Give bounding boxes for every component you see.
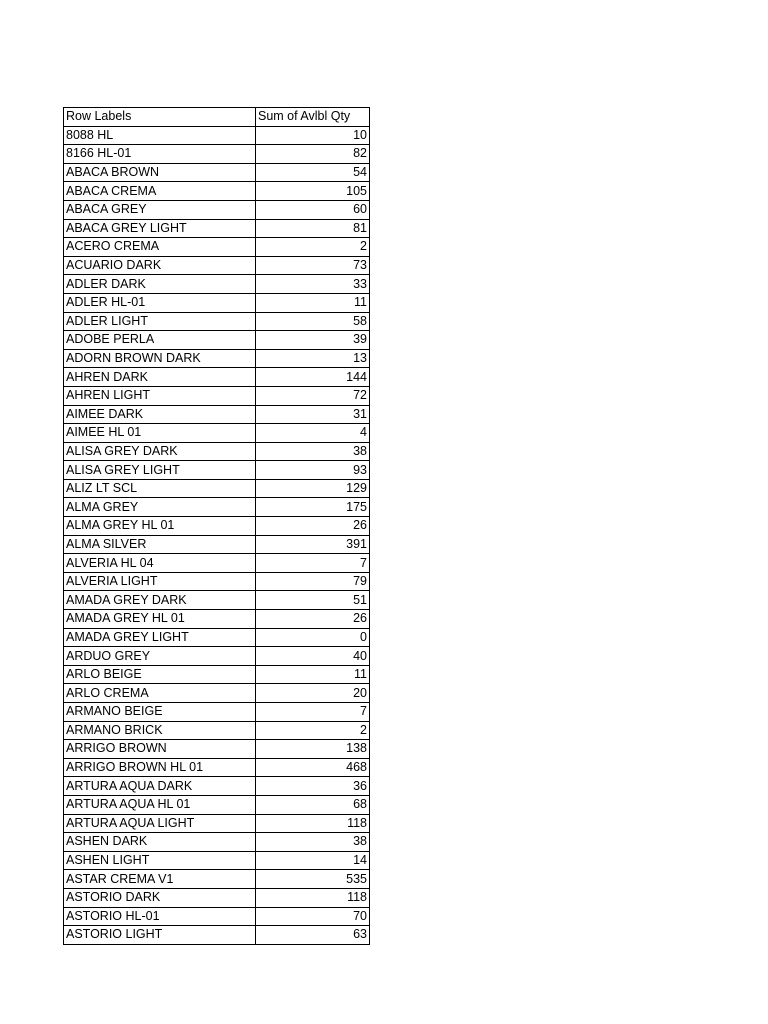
row-label-cell: ASHEN DARK <box>64 833 256 852</box>
table-row <box>64 628 370 647</box>
table-row <box>64 424 370 443</box>
row-label-cell: ASTAR CREMA V1 <box>64 870 256 889</box>
avlbl-qty-cell: 14 <box>256 851 370 870</box>
row-label-cell: ADLER LIGHT <box>64 312 256 331</box>
avlbl-qty-cell: 51 <box>256 591 370 610</box>
avlbl-qty-cell: 38 <box>256 442 370 461</box>
avlbl-qty-cell: 39 <box>256 331 370 350</box>
row-label-cell: 8088 HL <box>64 126 256 145</box>
header-row <box>64 108 370 127</box>
row-label-cell: ABACA GREY <box>64 200 256 219</box>
table-row <box>64 182 370 201</box>
table-row <box>64 572 370 591</box>
table-row <box>64 870 370 889</box>
avlbl-qty-cell: 144 <box>256 368 370 387</box>
avlbl-qty-cell: 40 <box>256 647 370 666</box>
table-row <box>64 907 370 926</box>
table-row <box>64 684 370 703</box>
row-label-cell: ASTORIO LIGHT <box>64 926 256 945</box>
table-row <box>64 665 370 684</box>
table-row <box>64 200 370 219</box>
table-row <box>64 163 370 182</box>
avlbl-qty-cell: 36 <box>256 777 370 796</box>
row-label-cell: ARRIGO BROWN HL 01 <box>64 758 256 777</box>
sum-qty-header: Sum of Avlbl Qty <box>256 108 370 127</box>
row-label-cell: ALMA SILVER <box>64 535 256 554</box>
table-row <box>64 610 370 629</box>
row-label-cell: AHREN LIGHT <box>64 386 256 405</box>
table-row <box>64 795 370 814</box>
table-row <box>64 554 370 573</box>
table-row <box>64 349 370 368</box>
avlbl-qty-cell: 70 <box>256 907 370 926</box>
row-label-cell: AMADA GREY LIGHT <box>64 628 256 647</box>
row-label-cell: AMADA GREY DARK <box>64 591 256 610</box>
avlbl-qty-cell: 60 <box>256 200 370 219</box>
table-row <box>64 758 370 777</box>
avlbl-qty-cell: 2 <box>256 721 370 740</box>
table-row <box>64 591 370 610</box>
row-label-cell: ARLO CREMA <box>64 684 256 703</box>
row-labels-header: Row Labels <box>64 108 256 127</box>
avlbl-qty-cell: 7 <box>256 554 370 573</box>
row-label-cell: AIMEE DARK <box>64 405 256 424</box>
row-label-cell: ARTURA AQUA LIGHT <box>64 814 256 833</box>
table-row <box>64 647 370 666</box>
table-row <box>64 777 370 796</box>
row-label-cell: ADLER DARK <box>64 275 256 294</box>
table-row <box>64 479 370 498</box>
row-label-cell: ALISA GREY DARK <box>64 442 256 461</box>
row-label-cell: ARTURA AQUA DARK <box>64 777 256 796</box>
row-label-cell: AMADA GREY HL 01 <box>64 610 256 629</box>
table-row <box>64 331 370 350</box>
avlbl-qty-cell: 68 <box>256 795 370 814</box>
table-row <box>64 851 370 870</box>
row-label-cell: ARDUO GREY <box>64 647 256 666</box>
avlbl-qty-cell: 31 <box>256 405 370 424</box>
row-label-cell: ALMA GREY HL 01 <box>64 517 256 536</box>
table-row <box>64 814 370 833</box>
avlbl-qty-cell: 63 <box>256 926 370 945</box>
row-label-cell: ARLO BEIGE <box>64 665 256 684</box>
table-row <box>64 926 370 945</box>
table-row <box>64 256 370 275</box>
avlbl-qty-cell: 118 <box>256 888 370 907</box>
avlbl-qty-cell: 391 <box>256 535 370 554</box>
row-label-cell: ALMA GREY <box>64 498 256 517</box>
row-label-cell: 8166 HL-01 <box>64 145 256 164</box>
avlbl-qty-cell: 54 <box>256 163 370 182</box>
table-row <box>64 517 370 536</box>
row-label-cell: ARRIGO BROWN <box>64 740 256 759</box>
avlbl-qty-cell: 11 <box>256 293 370 312</box>
avlbl-qty-cell: 73 <box>256 256 370 275</box>
row-label-cell: ALIZ LT SCL <box>64 479 256 498</box>
row-label-cell: AIMEE HL 01 <box>64 424 256 443</box>
row-label-cell: ALISA GREY LIGHT <box>64 461 256 480</box>
row-label-cell: ACERO CREMA <box>64 238 256 257</box>
row-label-cell: ARMANO BEIGE <box>64 703 256 722</box>
row-label-cell: ABACA GREY LIGHT <box>64 219 256 238</box>
avlbl-qty-cell: 20 <box>256 684 370 703</box>
avlbl-qty-cell: 26 <box>256 517 370 536</box>
avlbl-qty-cell: 33 <box>256 275 370 294</box>
avlbl-qty-cell: 93 <box>256 461 370 480</box>
row-label-cell: ALVERIA LIGHT <box>64 572 256 591</box>
row-label-cell: ARMANO BRICK <box>64 721 256 740</box>
table-row <box>64 498 370 517</box>
table-row <box>64 461 370 480</box>
row-label-cell: ASHEN LIGHT <box>64 851 256 870</box>
avlbl-qty-cell: 535 <box>256 870 370 889</box>
pivot-body <box>64 126 370 944</box>
avlbl-qty-cell: 79 <box>256 572 370 591</box>
row-label-cell: ADLER HL-01 <box>64 293 256 312</box>
avlbl-qty-cell: 129 <box>256 479 370 498</box>
avlbl-qty-cell: 58 <box>256 312 370 331</box>
table-row <box>64 293 370 312</box>
row-label-cell: ASTORIO DARK <box>64 888 256 907</box>
avlbl-qty-cell: 7 <box>256 703 370 722</box>
row-label-cell: ABACA CREMA <box>64 182 256 201</box>
avlbl-qty-cell: 38 <box>256 833 370 852</box>
table-row <box>64 126 370 145</box>
avlbl-qty-cell: 11 <box>256 665 370 684</box>
table-row <box>64 368 370 387</box>
avlbl-qty-cell: 72 <box>256 386 370 405</box>
avlbl-qty-cell: 26 <box>256 610 370 629</box>
avlbl-qty-cell: 82 <box>256 145 370 164</box>
row-label-cell: ABACA BROWN <box>64 163 256 182</box>
table-row <box>64 535 370 554</box>
table-row <box>64 721 370 740</box>
table-row <box>64 442 370 461</box>
avlbl-qty-cell: 2 <box>256 238 370 257</box>
row-label-cell: ALVERIA HL 04 <box>64 554 256 573</box>
table-row <box>64 275 370 294</box>
avlbl-qty-cell: 105 <box>256 182 370 201</box>
table-row <box>64 405 370 424</box>
avlbl-qty-cell: 4 <box>256 424 370 443</box>
avlbl-qty-cell: 118 <box>256 814 370 833</box>
table-row <box>64 888 370 907</box>
table-row <box>64 703 370 722</box>
table-row <box>64 145 370 164</box>
avlbl-qty-cell: 138 <box>256 740 370 759</box>
table-row <box>64 238 370 257</box>
table-row <box>64 312 370 331</box>
avlbl-qty-cell: 175 <box>256 498 370 517</box>
avlbl-qty-cell: 81 <box>256 219 370 238</box>
avlbl-qty-cell: 0 <box>256 628 370 647</box>
row-label-cell: ARTURA AQUA HL 01 <box>64 795 256 814</box>
pivot-table <box>63 107 370 945</box>
row-label-cell: ADOBE PERLA <box>64 331 256 350</box>
table-row <box>64 219 370 238</box>
table-row <box>64 740 370 759</box>
avlbl-qty-cell: 468 <box>256 758 370 777</box>
avlbl-qty-cell: 10 <box>256 126 370 145</box>
row-label-cell: ACUARIO DARK <box>64 256 256 275</box>
table-row <box>64 386 370 405</box>
table-row <box>64 833 370 852</box>
row-label-cell: AHREN DARK <box>64 368 256 387</box>
row-label-cell: ADORN BROWN DARK <box>64 349 256 368</box>
row-label-cell: ASTORIO HL-01 <box>64 907 256 926</box>
avlbl-qty-cell: 13 <box>256 349 370 368</box>
